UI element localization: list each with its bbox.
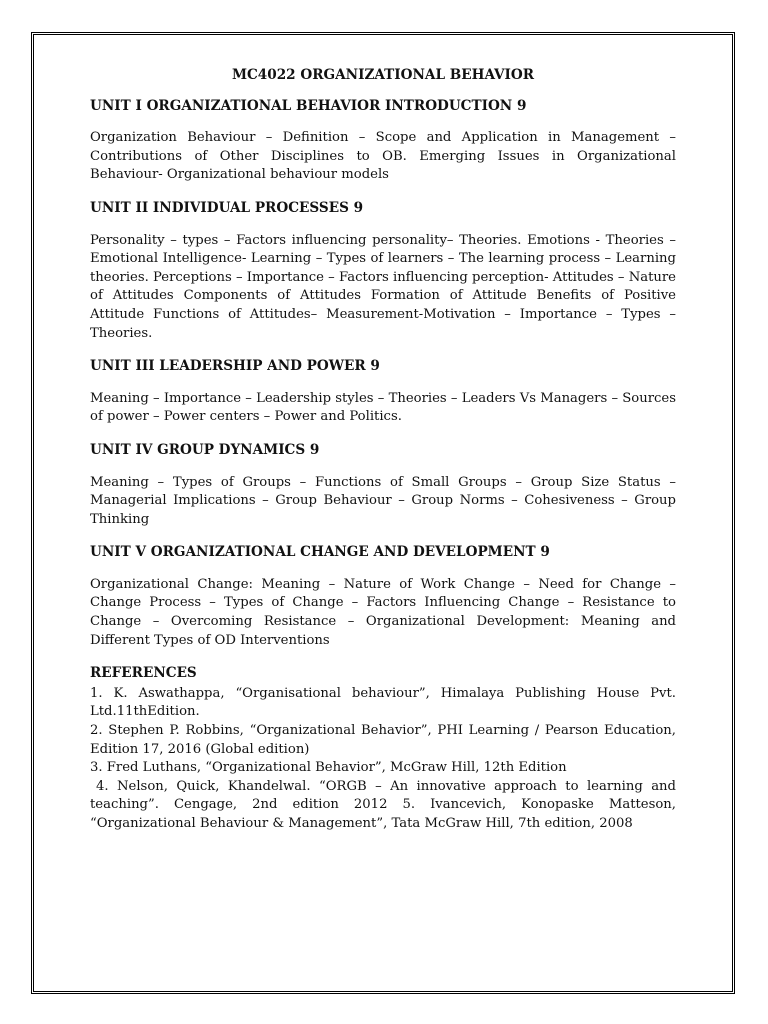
unit-body: Meaning – Importance – Leadership styles – Theories – Leaders Vs Managers – Sources of power – Power centers – Power and Politics. [90, 390, 676, 425]
unit-section-1 [90, 97, 676, 185]
references-section [90, 664, 676, 833]
syllabus-content [90, 66, 676, 834]
reference-item: 1. K. Aswathappa, “Organisational behaviour”, Himalaya Publishing House Pvt. Ltd.11thEdition. [90, 685, 676, 720]
unit-body: Organization Behaviour – Definition – Scope and Application in Management – Contributions of Other Disciplines to OB. Emerging Issues in Organizational Behaviour- Organizational behaviour models [90, 130, 676, 183]
unit-body: Meaning – Types of Groups – Functions of Small Groups – Group Size Status – Managerial Implications – Group Behaviour – Group Norms – Cohesiveness – Group Thinking [90, 474, 676, 527]
unit-section-4 [90, 441, 676, 529]
references-heading: REFERENCES [90, 665, 197, 682]
document-title: MC4022 ORGANIZATIONAL BEHAVIOR [231, 67, 535, 83]
unit-heading: UNIT I ORGANIZATIONAL BEHAVIOR INTRODUCTION 9 [90, 97, 527, 114]
unit-heading: UNIT IV GROUP DYNAMICS 9 [90, 441, 320, 458]
unit-section-3 [90, 357, 676, 427]
reference-item: 3. Fred Luthans, “Organizational Behavior”, McGraw Hill, 12th Edition [90, 760, 567, 776]
reference-item: 4. Nelson, Quick, Khandelwal. “ORGB – An innovative approach to learning and teaching”. Cengage, 2nd edition 2012 5. Ivancevich, Konopaske Matteson, “Organizational Behaviour & Management”, Tata McGraw Hill, 7th edition, 2008 [90, 778, 676, 831]
unit-heading: UNIT V ORGANIZATIONAL CHANGE AND DEVELOPMENT 9 [90, 544, 550, 561]
unit-heading: UNIT III LEADERSHIP AND POWER 9 [90, 358, 380, 375]
unit-section-5 [90, 543, 676, 650]
unit-body: Personality – types – Factors influencing personality– Theories. Emotions - Theories – Emotional Intelligence- Learning – Types of learners – The learning process – Learning theories. Perceptions – Importance – Factors influencing perception- Attitudes – Nature of Attitudes Components of Attitudes Formation of Attitude Benefits of Positive Attitude Functions of Attitudes– Measurement-Motivation – Importance – Types – Theories. [90, 232, 676, 341]
unit-section-2 [90, 199, 676, 343]
unit-body: Organizational Change: Meaning – Nature of Work Change – Need for Change – Change Process – Types of Change – Factors Influencing Change – Resistance to Change – Overcoming Resistance – Organizational Development: Meaning and Different Types of OD Interventions [90, 576, 676, 648]
reference-item: 2. Stephen P. Robbins, “Organizational Behavior”, PHI Learning / Pearson Education, Edition 17, 2016 (Global edition) [90, 723, 676, 757]
unit-heading: UNIT II INDIVIDUAL PROCESSES 9 [90, 199, 364, 216]
